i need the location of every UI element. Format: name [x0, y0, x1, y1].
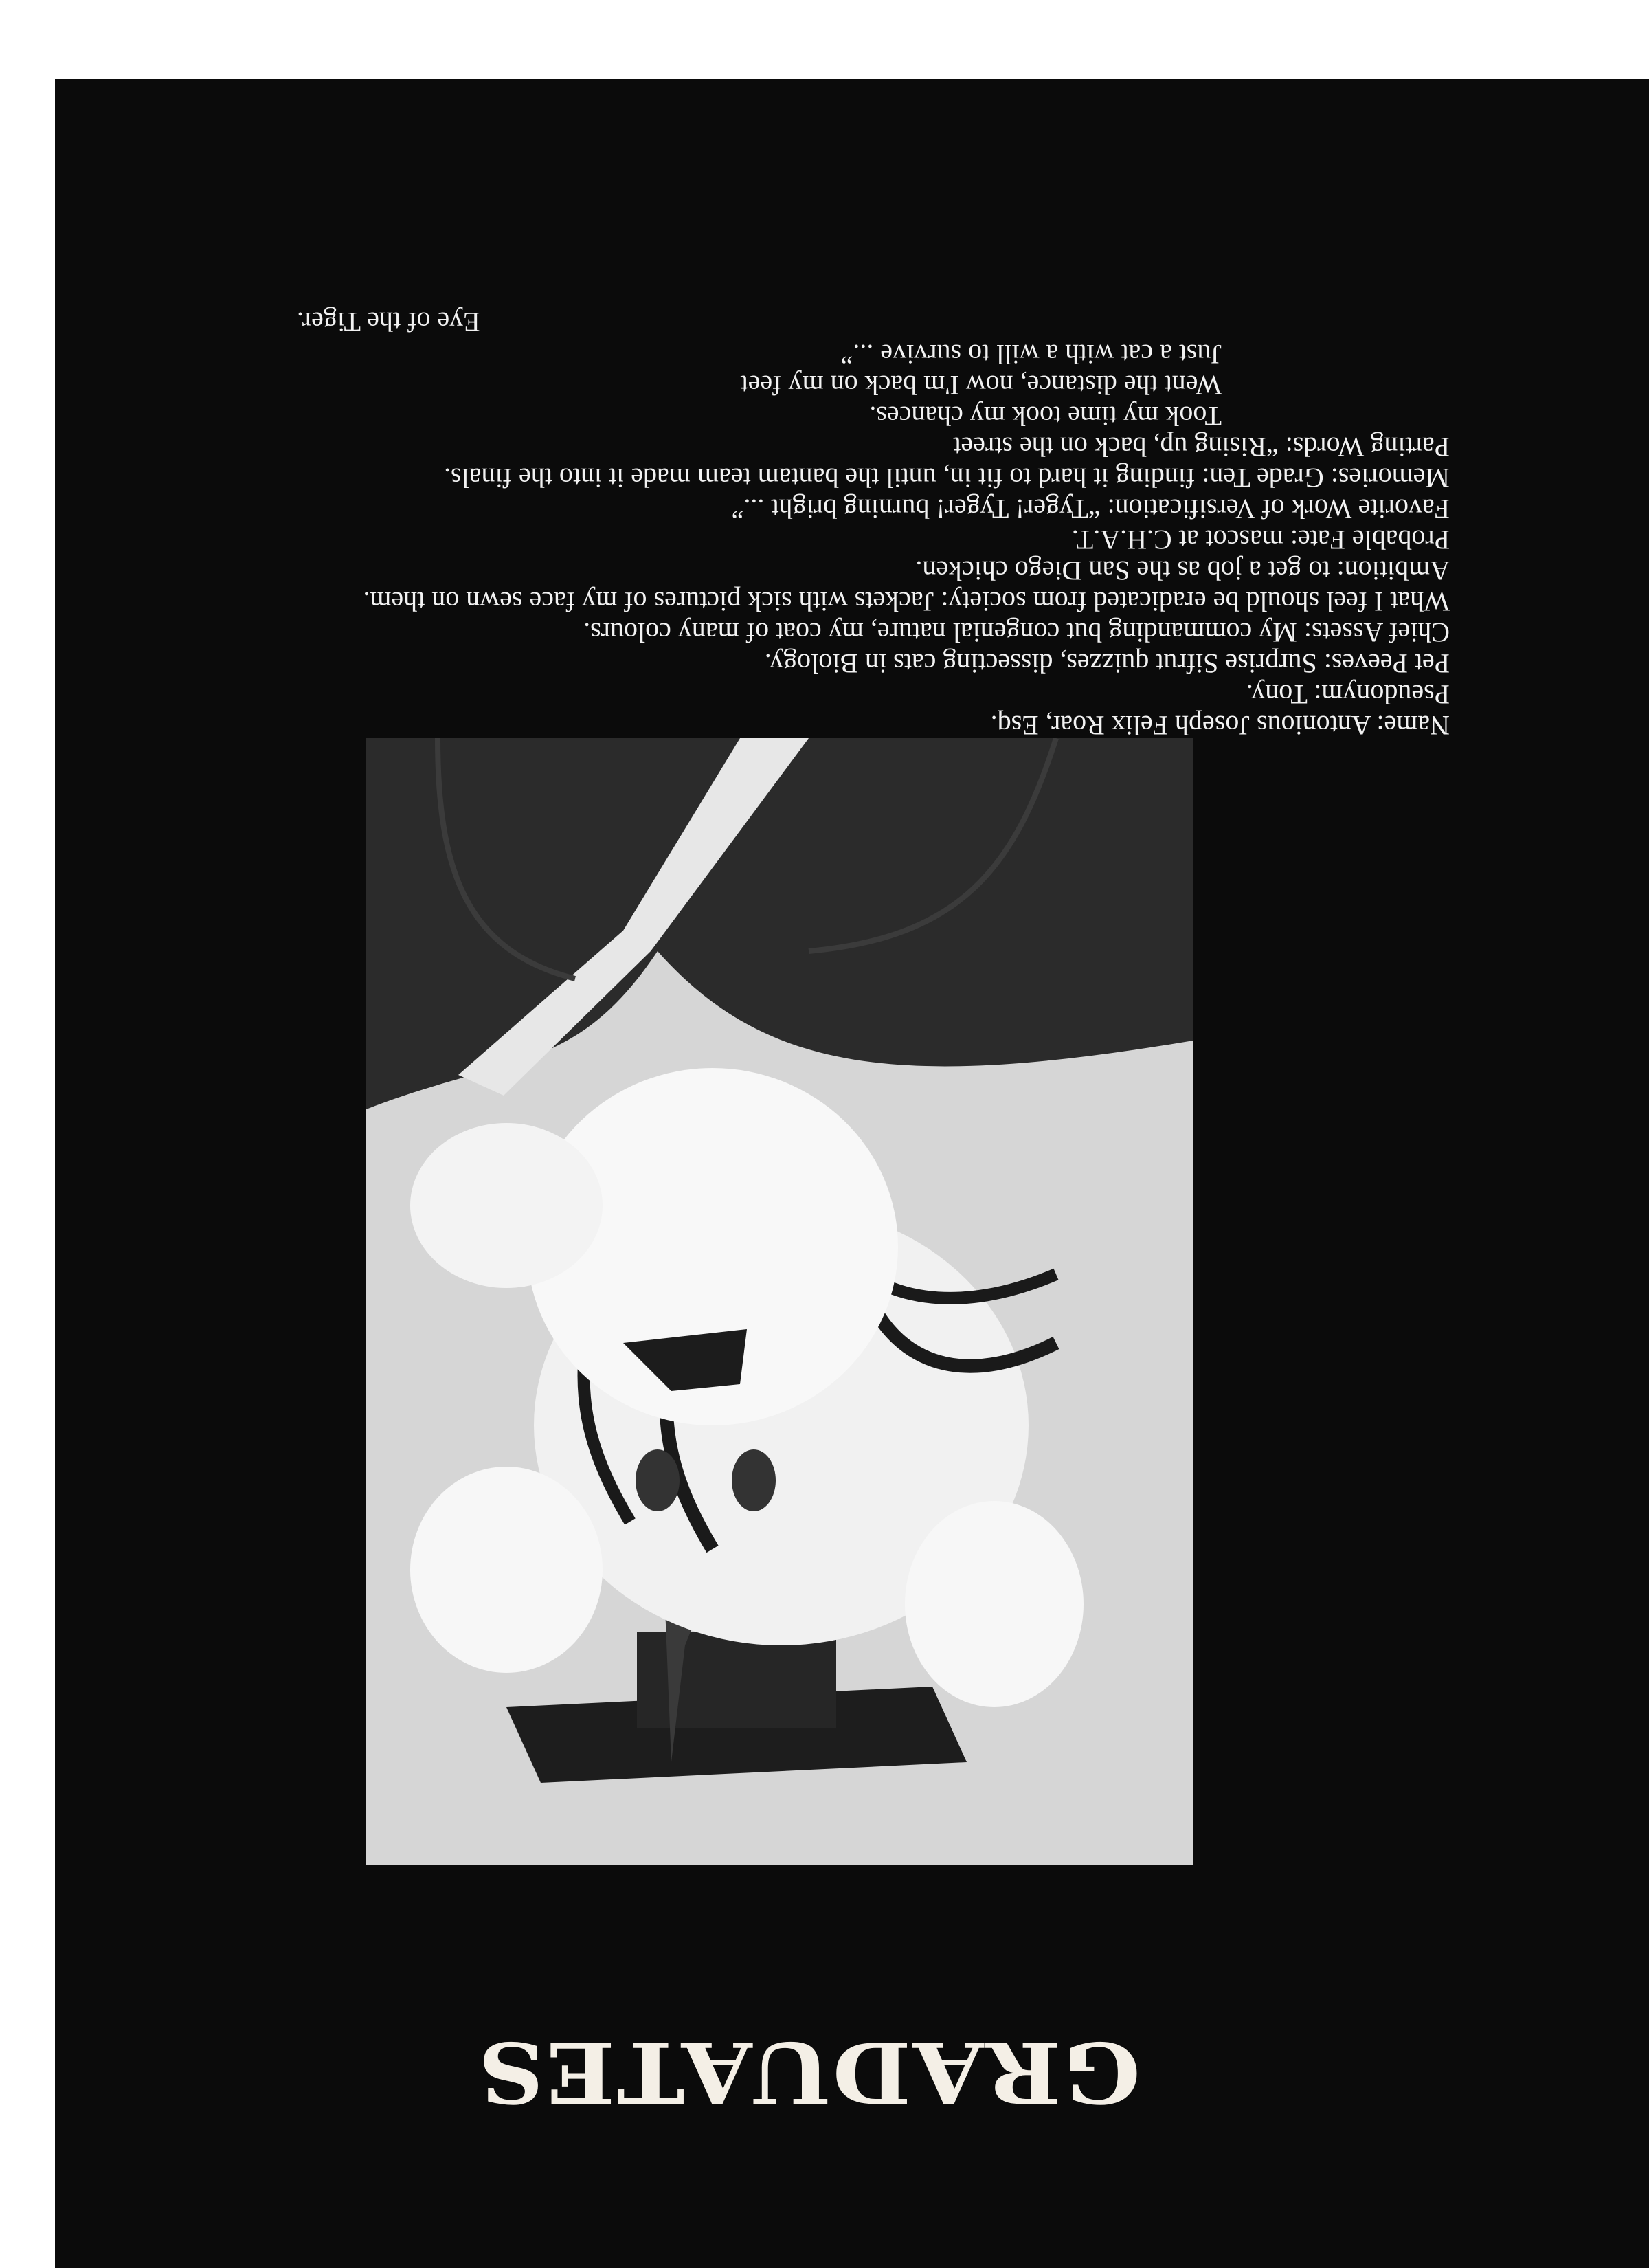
song-credit: Eye of the Tiger.: [297, 307, 480, 337]
profile-chief-assets: Chief Assets: My commanding but congenial nature, my coat of many colours.: [583, 617, 1450, 648]
profile-ambition: Ambition: to get a job as the San Diego chicken.: [915, 555, 1450, 586]
profile-eradicate: What I feel should be eradicated from society: Jackets with sick pictures of my face sewn on them.: [363, 586, 1450, 617]
page-heading: GRADUATES: [476, 2023, 1141, 2121]
verse-line: Just a cat with a will to survive ...”: [840, 339, 1222, 370]
profile-pet-peeves: Pet Peeves: Surprise Sifrut quizzes, dissecting cats in Biology.: [764, 648, 1450, 679]
verse-line: Took my time took my chances.: [869, 401, 1222, 432]
graduate-profile-text: [220, 307, 1450, 741]
plush-tiger-illustration: [366, 738, 1193, 1865]
profile-favorite-verse: Favorite Work of Versification: “Tyger! Tyger! burning bright ...”: [731, 493, 1450, 524]
profile-name: Name: Antonious Joseph Felix Roar, Esq.: [990, 710, 1450, 741]
graduate-photo: [366, 738, 1193, 1865]
black-page-panel: [55, 79, 1649, 2268]
profile-memories: Memories: Grade Ten: finding it hard to fit in, until the bantam team made it into the finals.: [444, 463, 1450, 493]
verse-line: Went the distance, now I'm back on my feet: [740, 370, 1222, 401]
profile-probable-fate: Probable Fate: mascot at C.H.A.T.: [1071, 524, 1450, 555]
profile-pseudonym: Pseudonym: Tony.: [1246, 679, 1450, 710]
upside-down-content: [55, 79, 1649, 2268]
profile-parting-words: Parting Words: “Rising up, back on the street: [953, 432, 1450, 463]
